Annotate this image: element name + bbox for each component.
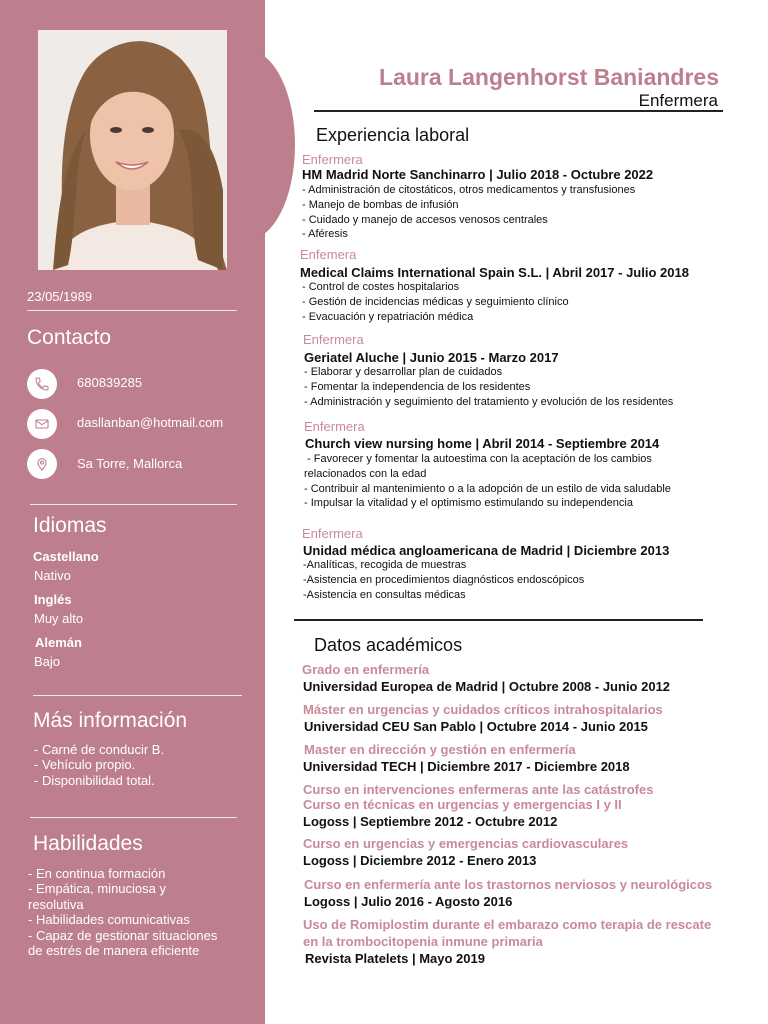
education-institution: Logoss | Julio 2016 - Agosto 2016 bbox=[304, 894, 513, 909]
education-institution: Revista Platelets | Mayo 2019 bbox=[305, 951, 485, 966]
more-info-item: - Carné de conducir B. bbox=[34, 742, 165, 757]
candidate-title: Enfermera bbox=[638, 91, 718, 110]
language-level: Bajo bbox=[34, 654, 61, 669]
job-item: - Control de costes hospitalarios bbox=[302, 281, 460, 293]
job-item: - Favorecer y fomentar la autoestima con la aceptación de los cambios bbox=[304, 453, 652, 465]
divider bbox=[33, 695, 242, 696]
education-institution: Logoss | Diciembre 2012 - Enero 2013 bbox=[303, 853, 537, 868]
language-level: Nativo bbox=[34, 568, 71, 583]
education-title: en la trombocitopenia inmune primaria bbox=[303, 934, 543, 949]
education-title: Curso en enfermería ante los trastornos nerviosos y neurológicos bbox=[304, 877, 713, 892]
candidate-name: Laura Langenhorst Baniandres bbox=[379, 64, 719, 90]
languages-heading: Idiomas bbox=[33, 514, 107, 537]
job-role: Enfemera bbox=[300, 247, 357, 262]
divider bbox=[30, 504, 237, 505]
skills-line: - Empática, minuciosa y bbox=[28, 881, 166, 896]
education-institution: Universidad TECH | Diciembre 2017 - Diciembre 2018 bbox=[303, 759, 630, 774]
profile-photo bbox=[38, 30, 227, 270]
job-item: - Cuidado y manejo de accesos venosos centrales bbox=[302, 213, 548, 226]
skills-line: - Habilidades comunicativas bbox=[28, 912, 190, 927]
location-pin-icon bbox=[27, 449, 57, 479]
job-entry bbox=[303, 333, 673, 409]
job-entry bbox=[304, 420, 671, 511]
education-title: Curso en técnicas en urgencias y emergencias I y II bbox=[303, 797, 622, 812]
contact-heading: Contacto bbox=[27, 326, 112, 349]
job-role: Enfermera bbox=[302, 526, 363, 541]
more-info-item: - Disponibilidad total. bbox=[34, 773, 155, 788]
job-header: HM Madrid Norte Sanchinarro | Julio 2018 - Octubre 2022 bbox=[302, 167, 654, 182]
birthdate: 23/05/1989 bbox=[27, 289, 93, 304]
skills-line: resolutiva bbox=[28, 897, 84, 912]
language-name: Inglés bbox=[34, 592, 72, 607]
job-item: - Administración de citostáticos, otros medicamentos y transfusiones bbox=[302, 184, 636, 196]
job-role: Enfermera bbox=[304, 419, 365, 434]
divider bbox=[27, 310, 237, 311]
phone-icon bbox=[27, 369, 57, 399]
job-entry bbox=[302, 527, 669, 602]
job-role: Enfermera bbox=[302, 152, 363, 167]
job-item: -Asistencia en consultas médicas bbox=[303, 588, 466, 601]
language-name: Castellano bbox=[33, 549, 99, 564]
job-item: - Gestión de incidencias médicas y seguimiento clínico bbox=[302, 295, 569, 308]
job-item: -Analíticas, recogida de muestras bbox=[303, 559, 467, 571]
mail-icon bbox=[27, 409, 57, 439]
job-item: - Administración y seguimiento del tratamiento y evolución de los residentes bbox=[304, 395, 674, 408]
education-title: Uso de Romiplostim durante el embarazo como terapia de rescate bbox=[303, 917, 712, 932]
education-title: Curso en intervenciones enfermeras ante las catástrofes bbox=[303, 782, 654, 797]
job-item: relacionados con la edad bbox=[304, 467, 427, 480]
experience-heading: Experiencia laboral bbox=[316, 125, 470, 145]
divider bbox=[30, 817, 237, 818]
job-header: Geriatel Aluche | Junio 2015 - Marzo 2017 bbox=[304, 350, 559, 365]
phone-number[interactable]: 680839285 bbox=[77, 375, 143, 390]
section-divider bbox=[294, 619, 703, 621]
job-role: Enfermera bbox=[303, 332, 364, 347]
education-title: Máster en urgencias y cuidados críticos intrahospitalarios bbox=[303, 702, 663, 717]
job-header: Church view nursing home | Abril 2014 - Septiembre 2014 bbox=[305, 436, 660, 451]
job-item: - Aféresis bbox=[302, 228, 348, 241]
job-header: Medical Claims International Spain S.L. | Abril 2017 - Julio 2018 bbox=[300, 265, 689, 280]
location: Sa Torre, Mallorca bbox=[77, 456, 183, 471]
education-institution: Logoss | Septiembre 2012 - Octubre 2012 bbox=[303, 814, 558, 829]
education-title: Master en dirección y gestión en enfermería bbox=[304, 742, 576, 757]
education-heading: Datos académicos bbox=[314, 635, 463, 655]
more-info-heading: Más información bbox=[33, 709, 188, 732]
job-item: - Fomentar la independencia de los residentes bbox=[304, 380, 531, 393]
job-entry bbox=[302, 153, 653, 242]
language-name: Alemán bbox=[35, 635, 82, 650]
email-address[interactable]: dasllanban@hotmail.com bbox=[77, 415, 224, 430]
education-title: Grado en enfermería bbox=[302, 662, 430, 677]
more-info-item: - Vehículo propio. bbox=[34, 757, 136, 772]
job-item: - Evacuación y repatriación médica bbox=[302, 310, 474, 323]
education-institution: Universidad CEU San Pablo | Octubre 2014 - Junio 2015 bbox=[304, 719, 648, 734]
job-item: - Manejo de bombas de infusión bbox=[302, 198, 459, 211]
job-item: -Asistencia en procedimientos diagnósticos endoscópicos bbox=[303, 573, 585, 586]
education-institution: Universidad Europea de Madrid | Octubre 2008 - Junio 2012 bbox=[303, 679, 671, 694]
job-item: - Contribuir al mantenimiento o a la adopción de un estilo de vida saludable bbox=[304, 482, 671, 495]
skills-line: - Capaz de gestionar situaciones bbox=[28, 928, 218, 943]
header-divider bbox=[314, 110, 723, 112]
skills-line: - En continua formación bbox=[28, 866, 166, 881]
job-item: - Elaborar y desarrollar plan de cuidados bbox=[304, 366, 503, 378]
education-title: Curso en urgencias y emergencias cardiovasculares bbox=[303, 836, 629, 851]
skills-heading: Habilidades bbox=[33, 832, 143, 855]
skills-line: de estrés de manera eficiente bbox=[28, 943, 200, 958]
language-level: Muy alto bbox=[34, 611, 84, 626]
job-header: Unidad médica angloamericana de Madrid | Diciembre 2013 bbox=[303, 543, 670, 558]
job-entry bbox=[300, 248, 689, 324]
job-item: - Impulsar la vitalidad y el optimismo estimulando su independencia bbox=[304, 497, 633, 510]
